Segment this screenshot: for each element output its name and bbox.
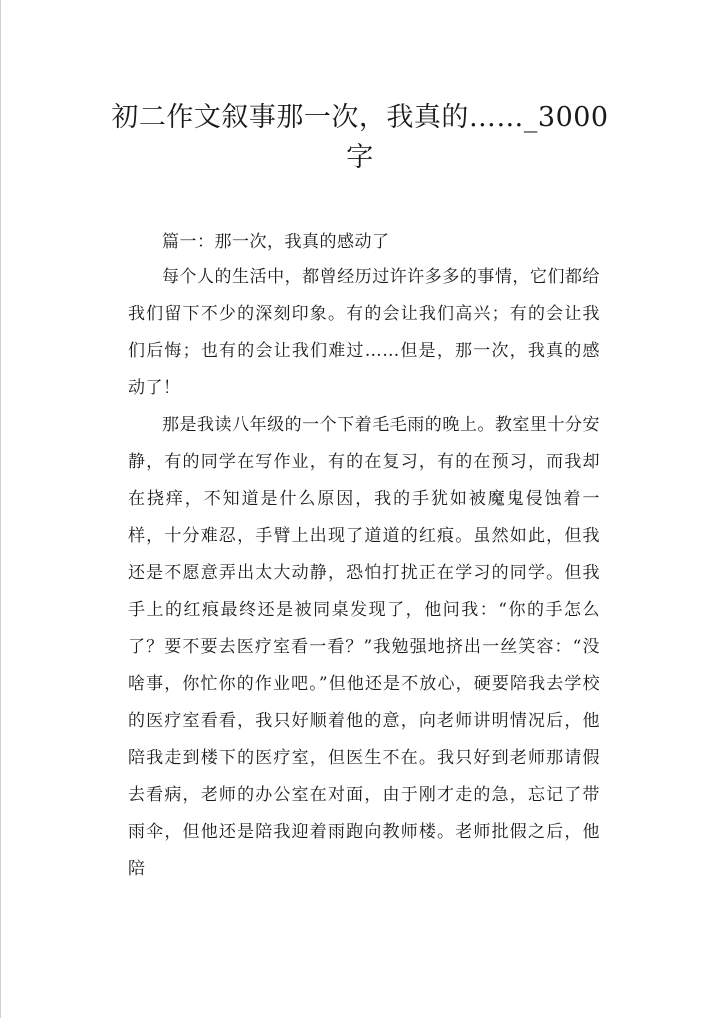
document-body (128, 225, 600, 888)
document-title: 初二作文叙事那一次，我真的……_3000字 (111, 102, 609, 173)
page-edge (0, 0, 1, 1018)
paragraph: 那是我读八年级的一个下着毛毛雨的晚上。教室里十分安静，有的同学在写作业，有的在复习，有的在预习，而我却在挠痒，不知道是什么原因，我的手犹如被魔鬼侵蚀着一样，十分难忍，手臂上出现了道道的红痕。虽然如此，但我还是不愿意弄出太大动静，恐怕打扰正在学习的同学。但我手上的红痕最终还是被同桌发现了，他问我：“你的手怎么了？要不要去医疗室看一看？”我勉强地挤出一丝笑容：“没啥事，你忙你的作业吧。”但他还是不放心，硬要陪我去学校的医疗室看看，我只好顺着他的意，向老师讲明情况后，他陪我走到楼下的医疗室，但医生不在。我只好到老师那请假去看病，老师的办公室在对面，由于刚才走的急，忘记了带雨伞，但他还是陪我迎着雨跑向教师楼。老师批假之后，他陪 (128, 415, 600, 879)
section-heading: 篇一：那一次，我真的感动了 (162, 232, 390, 252)
paragraph: 每个人的生活中，都曾经历过许许多多的事情，它们都给我们留下不少的深刻印象。有的会让我们高兴；有的会让我们后悔；也有的会让我们难过……但是，那一次，我真的感动了！ (128, 267, 600, 398)
